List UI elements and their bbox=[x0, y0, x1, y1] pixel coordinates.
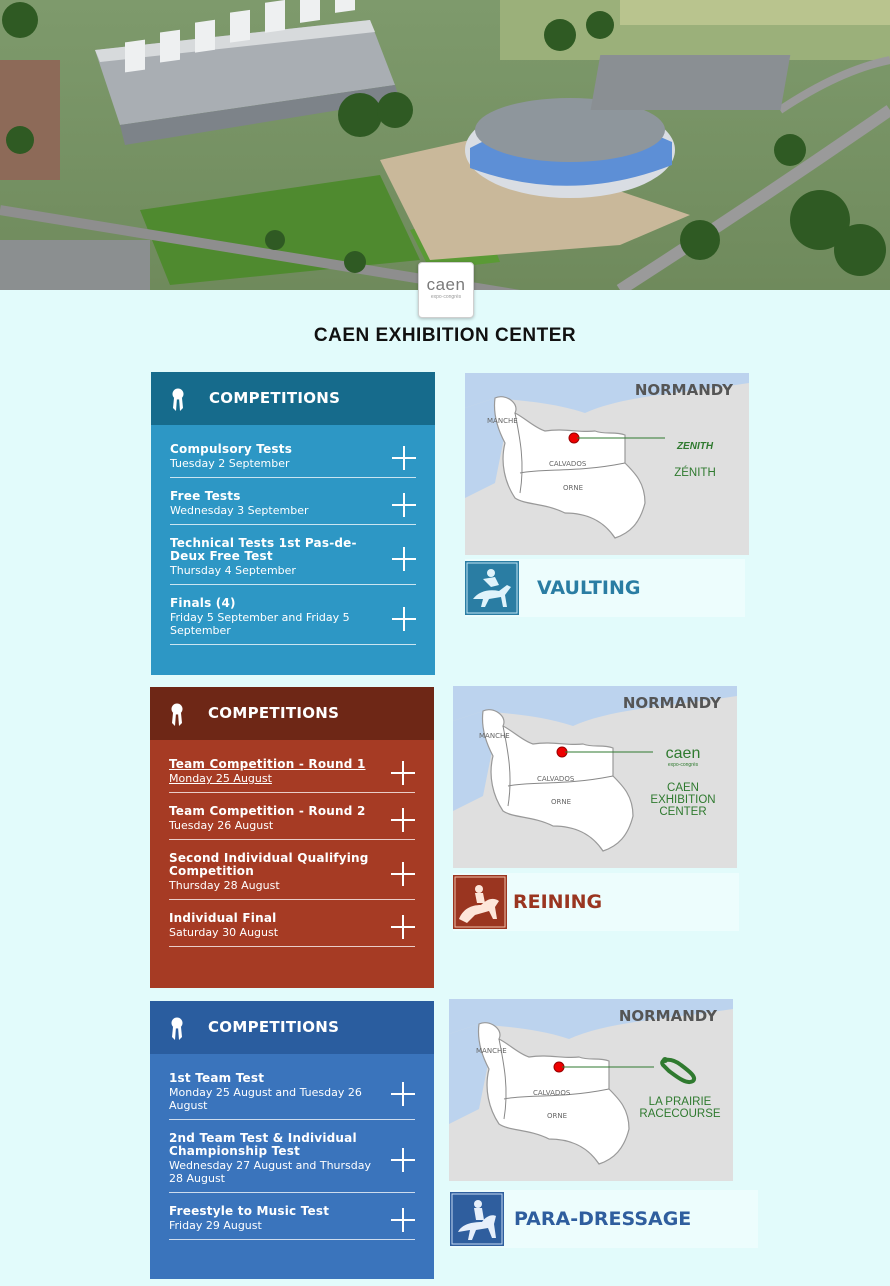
venue-logo-text: caen bbox=[665, 745, 701, 762]
event-name[interactable]: Technical Tests 1st Pas-de-Deux Free Test bbox=[170, 536, 357, 563]
racecourse-icon bbox=[662, 1057, 694, 1082]
vaulting-pictogram-icon bbox=[465, 561, 519, 615]
event-name[interactable]: Team Competition - Round 1 bbox=[169, 757, 366, 771]
award-ribbon-icon bbox=[171, 388, 185, 412]
normandy-map-zenith bbox=[465, 373, 749, 555]
venue-label: ZÉNITH bbox=[674, 467, 716, 479]
competitions-panel-para-dressage bbox=[150, 1001, 434, 1273]
list-item[interactable] bbox=[169, 801, 415, 840]
map-region-label: NORMANDY bbox=[618, 1007, 717, 1025]
event-name[interactable]: 2nd Team Test & Individual Championship Test bbox=[169, 1131, 357, 1158]
event-list bbox=[151, 425, 435, 675]
map-region-label: NORMANDY bbox=[622, 694, 721, 712]
list-item[interactable] bbox=[170, 486, 416, 525]
zenith-logo: ZENITH bbox=[676, 441, 714, 452]
discipline-name[interactable]: VAULTING bbox=[537, 577, 641, 599]
panel-title: COMPETITIONS bbox=[208, 1018, 340, 1036]
expand-plus-icon[interactable] bbox=[391, 761, 415, 785]
event-name[interactable]: Individual Final bbox=[169, 911, 277, 925]
expand-plus-icon[interactable] bbox=[392, 493, 416, 517]
svg-text:CALVADOS: CALVADOS bbox=[533, 1089, 571, 1097]
svg-text:MANCHE: MANCHE bbox=[476, 1047, 507, 1055]
reining-pictogram-icon bbox=[453, 875, 507, 929]
list-item[interactable] bbox=[170, 439, 416, 478]
panel-header bbox=[150, 687, 434, 740]
venue-logo-subtext: expo-congrès bbox=[667, 762, 699, 768]
event-name[interactable]: Finals (4) bbox=[170, 596, 236, 610]
normandy-map-caen bbox=[453, 686, 737, 868]
svg-text:CALVADOS: CALVADOS bbox=[549, 460, 587, 468]
expand-plus-icon[interactable] bbox=[392, 547, 416, 571]
event-date: Wednesday 3 September bbox=[170, 504, 309, 517]
discipline-reining[interactable] bbox=[453, 873, 739, 931]
expand-plus-icon[interactable] bbox=[392, 446, 416, 470]
svg-text:MANCHE: MANCHE bbox=[487, 417, 518, 425]
para-dressage-pictogram-icon bbox=[450, 1192, 504, 1246]
event-date: Friday 5 September and Friday 5 September bbox=[170, 611, 350, 637]
page-title: CAEN EXHIBITION CENTER bbox=[313, 325, 577, 346]
competitions-panel-vaulting bbox=[151, 372, 435, 669]
event-name[interactable]: Compulsory Tests bbox=[170, 442, 293, 456]
svg-text:ORNE: ORNE bbox=[563, 484, 584, 492]
caen-expo-logo bbox=[418, 262, 474, 318]
caen-venue-logo bbox=[653, 746, 713, 768]
event-date: Friday 29 August bbox=[169, 1219, 262, 1232]
discipline-vaulting[interactable] bbox=[465, 559, 745, 617]
venue-label: CAEN EXHIBITION CENTER bbox=[650, 782, 716, 818]
event-date: Saturday 30 August bbox=[169, 926, 279, 939]
hero-aerial-photo bbox=[0, 0, 890, 290]
list-item[interactable] bbox=[169, 1201, 415, 1240]
event-name[interactable]: 1st Team Test bbox=[169, 1071, 265, 1085]
event-list bbox=[150, 740, 434, 988]
event-date: Thursday 4 September bbox=[170, 564, 296, 577]
discipline-name[interactable]: REINING bbox=[513, 891, 603, 913]
event-date: Monday 25 August and Tuesday 26 August bbox=[169, 1086, 362, 1112]
logo-subtext: expo·congrès bbox=[430, 294, 462, 300]
award-ribbon-icon bbox=[170, 703, 184, 727]
panel-title: COMPETITIONS bbox=[208, 704, 340, 722]
list-item[interactable] bbox=[170, 593, 416, 645]
normandy-map-racecourse bbox=[449, 999, 733, 1181]
discipline-name[interactable]: PARA-DRESSAGE bbox=[514, 1208, 692, 1230]
event-list bbox=[150, 1054, 434, 1279]
event-name[interactable]: Second Individual Qualifying Competition bbox=[169, 851, 369, 878]
expand-plus-icon[interactable] bbox=[391, 1082, 415, 1106]
event-date: Monday 25 August bbox=[169, 772, 272, 785]
venue-label: LA PRAIRIE RACECOURSE bbox=[639, 1096, 721, 1120]
expand-plus-icon[interactable] bbox=[391, 1208, 415, 1232]
expand-plus-icon[interactable] bbox=[391, 808, 415, 832]
panel-header bbox=[150, 1001, 434, 1054]
list-item[interactable] bbox=[169, 1068, 415, 1120]
list-item[interactable] bbox=[169, 1128, 415, 1193]
svg-text:ORNE: ORNE bbox=[547, 1112, 568, 1120]
svg-text:ORNE: ORNE bbox=[551, 798, 572, 806]
svg-text:MANCHE: MANCHE bbox=[479, 732, 510, 740]
expand-plus-icon[interactable] bbox=[391, 1148, 415, 1172]
list-item[interactable] bbox=[170, 533, 416, 585]
list-item[interactable] bbox=[169, 754, 415, 793]
event-name[interactable]: Free Tests bbox=[170, 489, 241, 503]
logo-text: caen bbox=[426, 275, 466, 294]
expand-plus-icon[interactable] bbox=[391, 862, 415, 886]
panel-title: COMPETITIONS bbox=[209, 389, 341, 407]
event-name[interactable]: Team Competition - Round 2 bbox=[169, 804, 366, 818]
award-ribbon-icon bbox=[170, 1017, 184, 1041]
event-date: Thursday 28 August bbox=[169, 879, 280, 892]
panel-header bbox=[151, 372, 435, 425]
map-region-label: NORMANDY bbox=[634, 381, 733, 399]
event-date: Tuesday 2 September bbox=[170, 457, 290, 470]
event-name[interactable]: Freestyle to Music Test bbox=[169, 1204, 330, 1218]
event-date: Wednesday 27 August and Thursday 28 August bbox=[169, 1159, 372, 1185]
event-date: Tuesday 26 August bbox=[169, 819, 274, 832]
expand-plus-icon[interactable] bbox=[391, 915, 415, 939]
expand-plus-icon[interactable] bbox=[392, 607, 416, 631]
discipline-para-dressage[interactable] bbox=[450, 1190, 758, 1248]
competitions-panel-reining bbox=[150, 687, 434, 982]
svg-text:CALVADOS: CALVADOS bbox=[537, 775, 575, 783]
list-item[interactable] bbox=[169, 848, 415, 900]
list-item[interactable] bbox=[169, 908, 415, 947]
